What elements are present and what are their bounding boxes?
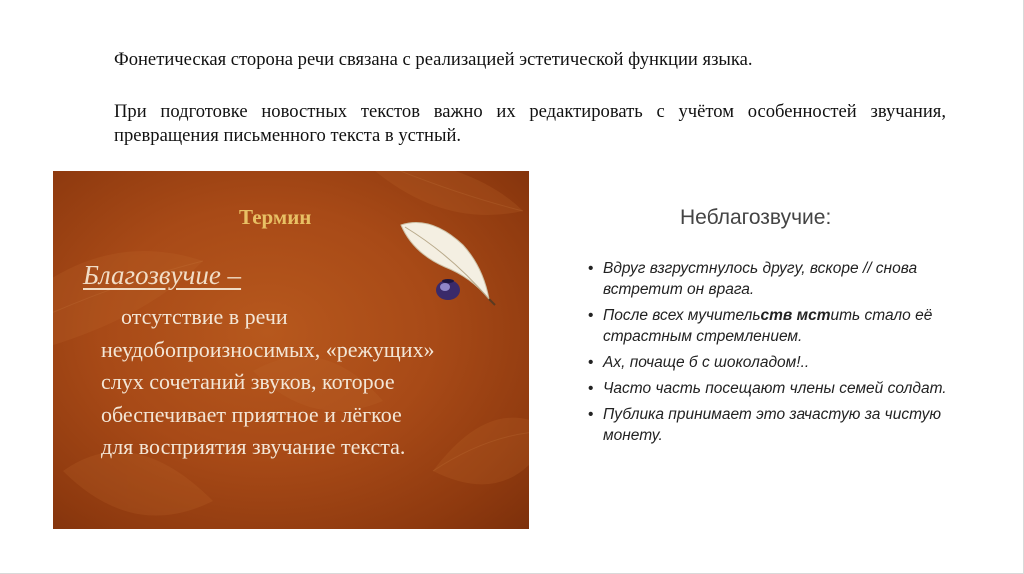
list-item [588,378,968,399]
example-emphasis: ств мст [760,307,831,324]
list-item [588,404,968,446]
example-text: Вдруг взгрустнулось другу, вскоре // снова встретит он врага. [603,260,918,298]
example-text: Часто часть посещают члены семей солдат. [603,380,947,397]
example-text: Ах, почаще б с шоколадом!.. [603,354,810,371]
term-heading: Благозвучие – [83,260,242,290]
definition-line: обеспечивает приятное и лёгкое [101,401,402,427]
definition-line: неудобопроизносимых, «режущих» [101,336,435,362]
example-text: Публика принимает это зачастую за чистую монету. [603,406,942,444]
quill-inkwell-icon [391,215,501,307]
definition-line: отсутствие в речи [121,304,288,329]
examples-title: Неблагозвучие: [680,206,832,229]
list-item [588,352,968,373]
intro-paragraph-2: При подготовке новостных текстов важно их редактировать с учётом особенностей звучания, превращения письменного текста в устный. [114,101,946,146]
term-definition [101,301,521,464]
card-title: Термин [239,205,312,229]
examples-list [588,258,968,451]
term-card [53,171,529,529]
example-text: ить стало её страстным стремлением. [603,307,933,345]
list-item [588,258,968,300]
definition-line: слух сочетаний звуков, которое [101,369,395,394]
definition-line: для восприятия звучание текста. [101,434,406,459]
example-text: После всех мучитель [603,307,761,324]
intro-paragraph-1: Фонетическая сторона речи связана с реализацией эстетической функции языка. [114,49,753,70]
list-item [588,305,968,347]
